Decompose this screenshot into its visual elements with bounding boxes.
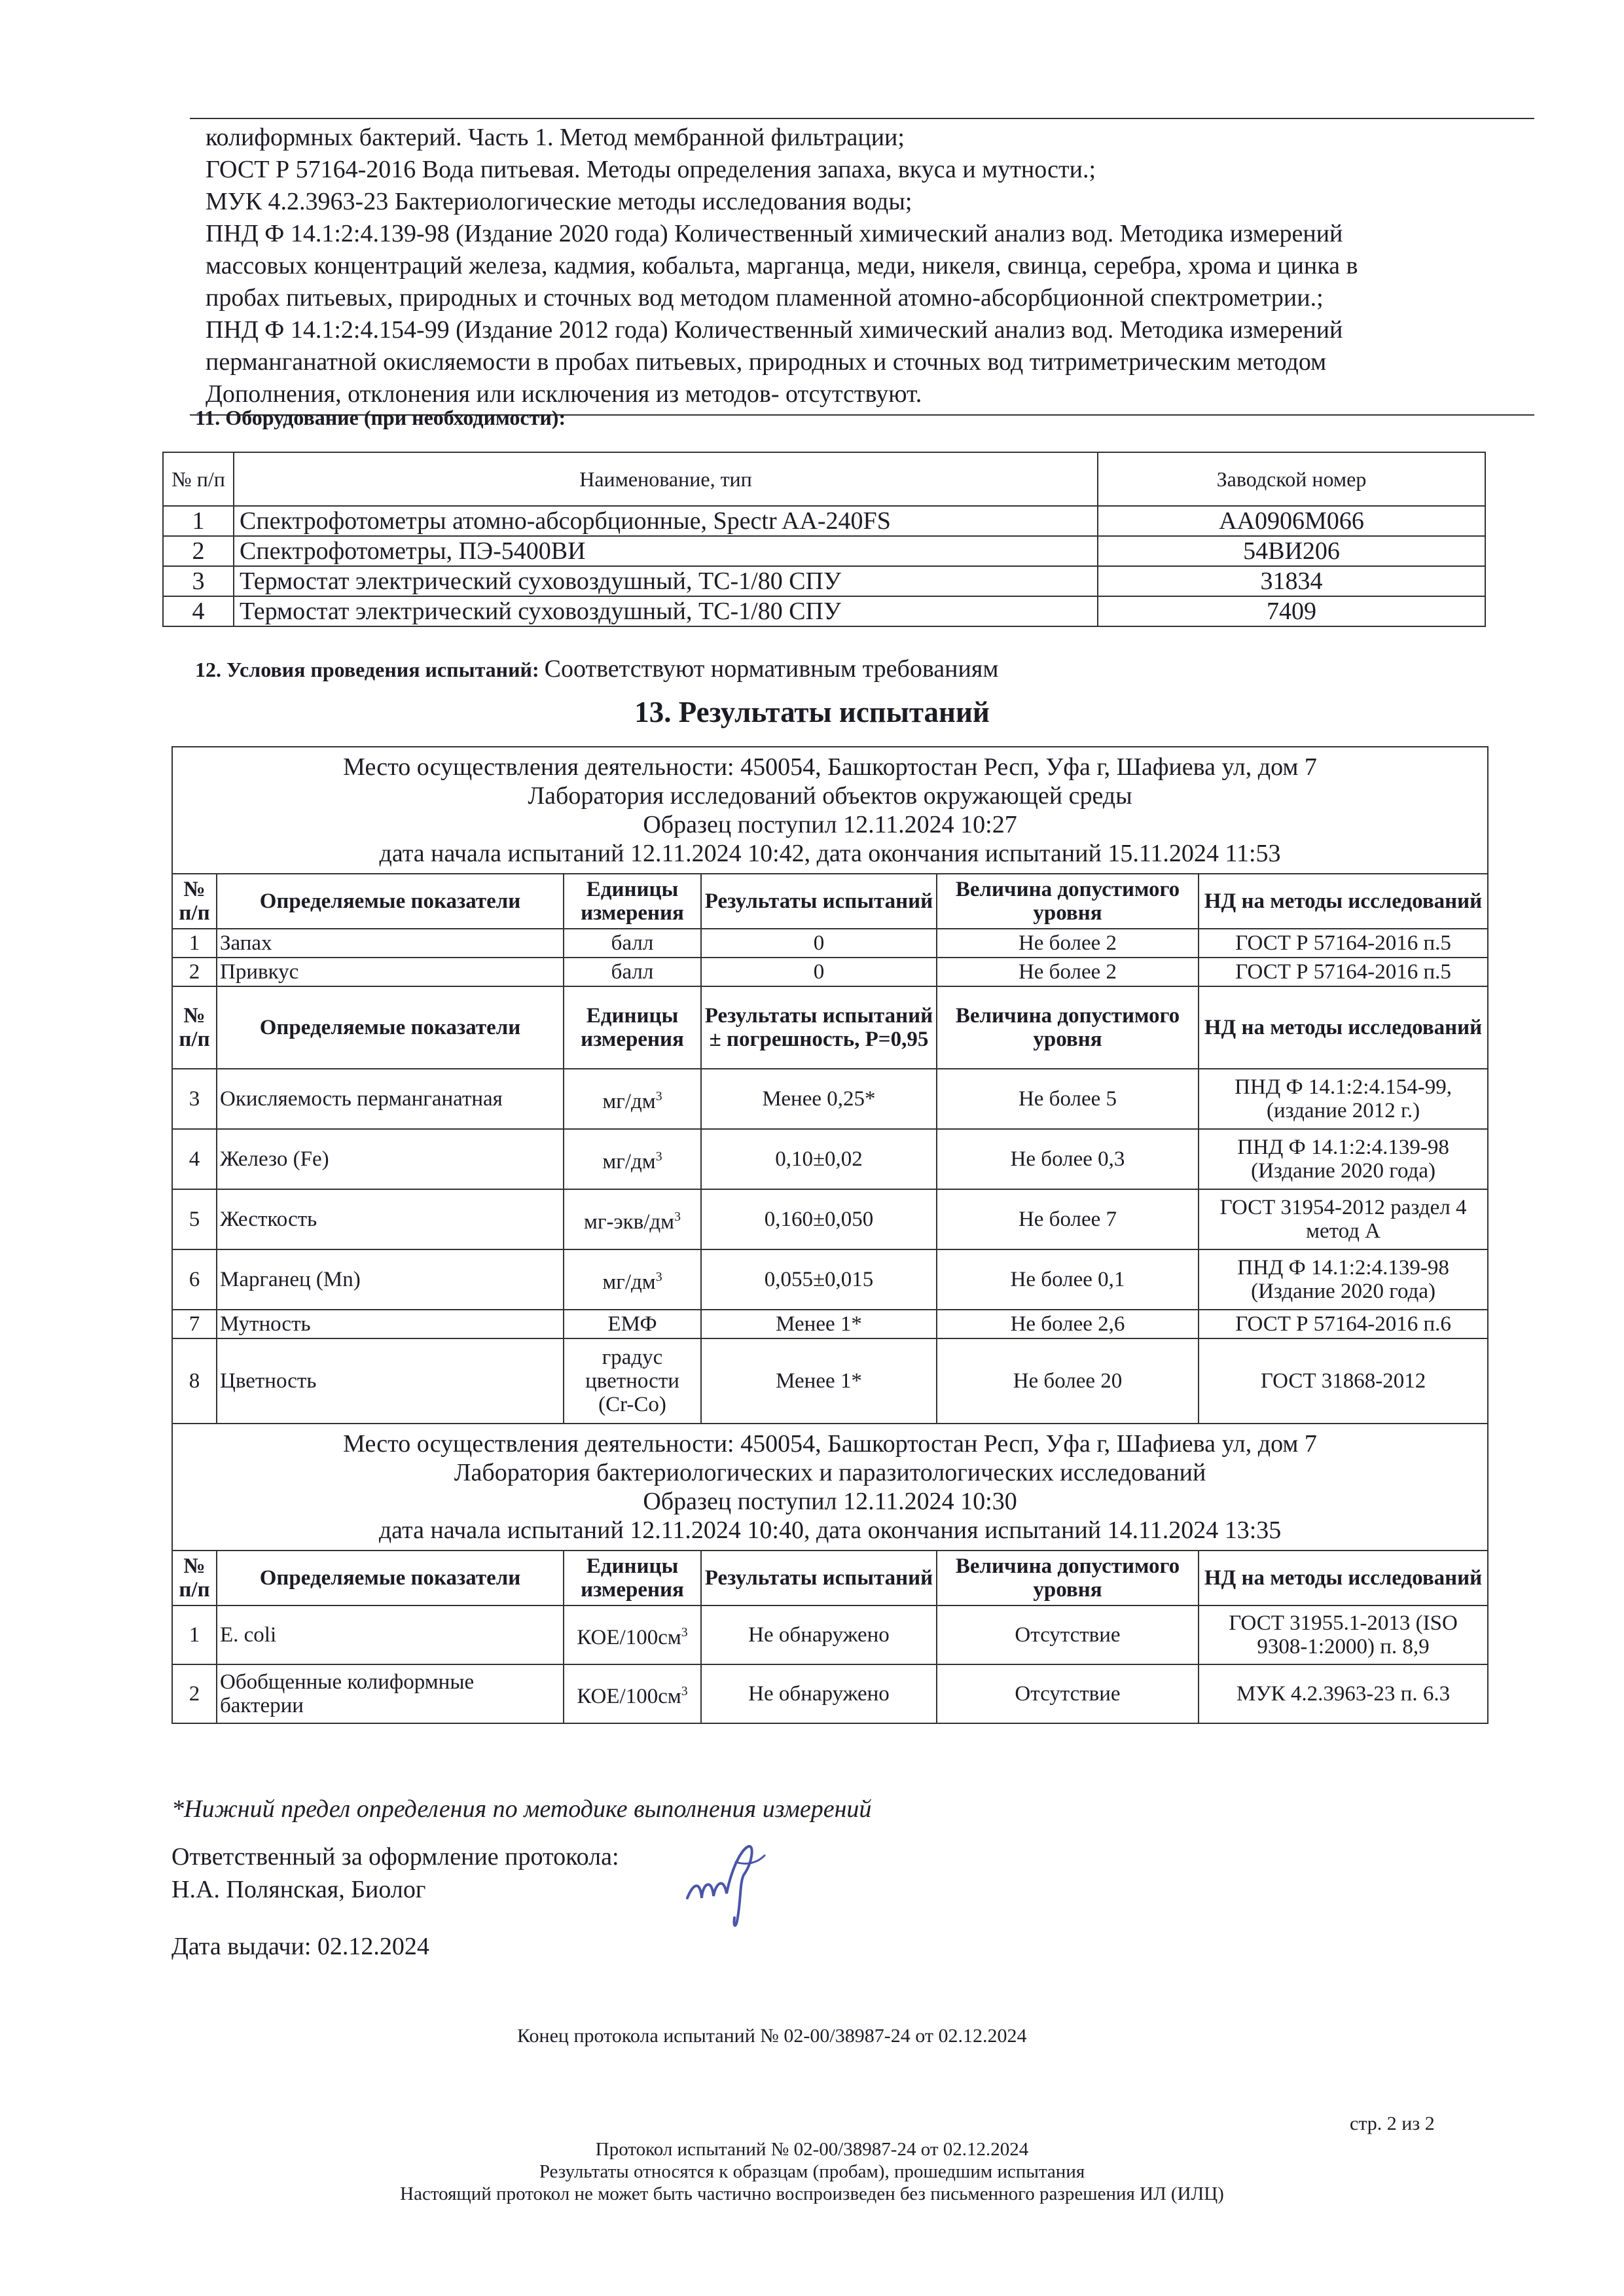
method-line: (издание 2012 г.)	[1267, 1099, 1420, 1122]
end-of-protocol: Конец протокола испытаний № 02-00/38987-24 от 02.12.2024	[517, 2025, 1027, 2047]
row-method	[1199, 1189, 1488, 1249]
method-line: 9308-1:2000) п. 8,9	[1257, 1635, 1430, 1659]
results-table	[171, 746, 1489, 1724]
equipment-row	[163, 596, 1485, 626]
row-indicator: Жесткость	[217, 1189, 564, 1249]
block1-dates: дата начала испытаний 12.11.2024 10:42, дата окончания испытаний 15.11.2024 11:53	[379, 840, 1281, 867]
row-unit: балл	[564, 929, 701, 958]
results-header-row	[172, 986, 1488, 1069]
unit-power: 3	[655, 1149, 662, 1164]
row-num: 1	[172, 1605, 217, 1664]
row-indicator	[217, 1664, 564, 1723]
col-limit-header: Величина допустимого уровня	[937, 986, 1199, 1069]
row-num: 7	[172, 1310, 217, 1338]
row-unit	[564, 1664, 701, 1723]
row-result: 0	[701, 929, 937, 958]
block1-info	[172, 747, 1488, 874]
unit-line: (Cr-Co)	[598, 1393, 666, 1416]
col-num-header: № п/п	[163, 452, 234, 506]
methods-list	[190, 118, 1534, 416]
row-unit: ЕМФ	[564, 1310, 701, 1338]
conditions-line	[195, 655, 998, 683]
col-indicator-header: Определяемые показатели	[217, 874, 564, 929]
col-serial-header: Заводской номер	[1098, 452, 1485, 506]
row-unit: балл	[564, 958, 701, 986]
unit-line: градус	[602, 1346, 663, 1369]
issue-date: Дата выдачи: 02.12.2024	[171, 1933, 429, 1960]
footer-line: Настоящий протокол не может быть частично воспроизведен без письменного разрешения ИЛ (ИЛЦ)	[400, 2183, 1224, 2204]
row-num: 5	[172, 1189, 217, 1249]
table-row	[172, 1249, 1488, 1310]
row-result: 0,160±0,050	[701, 1189, 937, 1249]
unit-power: 3	[655, 1270, 662, 1284]
method-line: ГОСТ 31954-2012 раздел 4	[1219, 1196, 1467, 1219]
row-indicator: Окисляемость перманганатная	[217, 1069, 564, 1129]
row-indicator: Мутность	[217, 1310, 564, 1338]
footer-line: Протокол испытаний № 02-00/38987-24 от 02.12.2024	[595, 2139, 1029, 2160]
row-limit: Не более 0,1	[937, 1249, 1199, 1310]
unit-power: 3	[655, 1089, 662, 1103]
indicator-line: Обобщенные колиформные	[220, 1670, 475, 1694]
row-result: Менее 1*	[701, 1338, 937, 1424]
row-limit: Не более 5	[937, 1069, 1199, 1129]
unit-power: 3	[674, 1210, 681, 1224]
equipment-row	[163, 506, 1485, 536]
block1-received: Образец поступил 12.11.2024 10:27	[643, 811, 1017, 838]
row-result: Не обнаружено	[701, 1664, 937, 1723]
row-indicator: Цветность	[217, 1338, 564, 1424]
col-units-header: Единицы измерения	[564, 986, 701, 1069]
table-row	[172, 1310, 1488, 1338]
table-row	[172, 1069, 1488, 1129]
col-indicator-header: Определяемые показатели	[217, 986, 564, 1069]
row-method	[1199, 1069, 1488, 1129]
col-result-header: Результаты испытаний	[701, 874, 937, 929]
col-indicator-header: Определяемые показатели	[217, 1551, 564, 1605]
results-header-row	[172, 874, 1488, 929]
block2-lab: Лаборатория бактериологических и паразитологических исследований	[454, 1459, 1206, 1486]
equipment-serial: 54ВИ206	[1098, 536, 1485, 566]
col-name-header: Наименование, тип	[234, 452, 1098, 506]
block2-dates: дата начала испытаний 12.11.2024 10:40, дата окончания испытаний 14.11.2024 13:35	[378, 1516, 1282, 1544]
equipment-header-row	[163, 452, 1485, 506]
page-number: стр. 2 из 2	[1350, 2113, 1435, 2134]
methods-line: ГОСТ Р 57164-2016 Вода питьевая. Методы определения запаха, вкуса и мутности.;	[206, 156, 1096, 183]
row-result: Менее 1*	[701, 1310, 937, 1338]
equipment-num: 4	[163, 596, 234, 626]
methods-line: Дополнения, отклонения или исключения из методов- отсутствуют.	[206, 380, 922, 408]
equipment-name: Спектрофотометры атомно-абсорбционные, Spectr AA-240FS	[234, 506, 1098, 536]
row-num: 2	[172, 1664, 217, 1723]
equipment-num: 3	[163, 566, 234, 596]
col-result-err-header: Результаты испытаний ± погрешность, P=0,95	[701, 986, 937, 1069]
indicator-line: бактерии	[220, 1694, 304, 1717]
col-result-header: Результаты испытаний	[701, 1551, 937, 1605]
equipment-row	[163, 566, 1485, 596]
equipment-heading: 11. Оборудование (при необходимости):	[195, 406, 566, 429]
conditions-label: 12. Условия проведения испытаний:	[195, 658, 539, 681]
unit-text: КОЕ/100см	[577, 1626, 681, 1649]
equipment-serial: 7409	[1098, 596, 1485, 626]
methods-line: массовых концентраций железа, кадмия, кобальта, марганца, меди, никеля, свинца, серебра, хрома и цинка в	[206, 252, 1358, 279]
row-num: 6	[172, 1249, 217, 1310]
col-units-header: Единицы измерения	[564, 874, 701, 929]
block1-place: Место осуществления деятельности: 450054, Башкортостан Респ, Уфа г, Шафиева ул, дом 7	[343, 753, 1317, 781]
row-limit: Отсутствие	[937, 1664, 1199, 1723]
col-limit-header: Величина допустимого уровня	[937, 874, 1199, 929]
method-line: ПНД Ф 14.1:2:4.139-98	[1237, 1136, 1449, 1159]
unit-text: мг-экв/дм	[584, 1210, 675, 1234]
row-indicator: Железо (Fe)	[217, 1129, 564, 1189]
row-limit: Не более 2	[937, 958, 1199, 986]
row-limit: Не более 7	[937, 1189, 1199, 1249]
col-method-header: НД на методы исследований	[1199, 986, 1488, 1069]
col-method-header: НД на методы исследований	[1199, 1551, 1488, 1605]
equipment-serial: 31834	[1098, 566, 1485, 596]
equipment-table	[162, 452, 1486, 627]
method-line: ПНД Ф 14.1:2:4.154-99,	[1235, 1075, 1452, 1099]
method-line: метод А	[1306, 1219, 1380, 1243]
responsible-person: Н.А. Полянская, Биолог	[171, 1876, 426, 1903]
equipment-name: Термостат электрический суховоздушный, ТС-1/80 СПУ	[234, 566, 1098, 596]
equipment-name: Термостат электрический суховоздушный, ТС-1/80 СПУ	[234, 596, 1098, 626]
equipment-name: Спектрофотометры, ПЭ-5400ВИ	[234, 536, 1098, 566]
row-method	[1199, 1605, 1488, 1664]
row-unit	[564, 1069, 701, 1129]
row-num: 4	[172, 1129, 217, 1189]
footnote: *Нижний предел определения по методике выполнения измерений	[171, 1795, 872, 1823]
unit-line: цветности	[585, 1369, 679, 1393]
row-num: 3	[172, 1069, 217, 1129]
equipment-row	[163, 536, 1485, 566]
row-limit: Не более 20	[937, 1338, 1199, 1424]
row-indicator: Марганец (Mn)	[217, 1249, 564, 1310]
equipment-num: 2	[163, 536, 234, 566]
block2-received: Образец поступил 12.11.2024 10:30	[643, 1488, 1017, 1515]
row-result: 0,10±0,02	[701, 1129, 937, 1189]
method-line: ПНД Ф 14.1:2:4.139-98	[1237, 1256, 1449, 1280]
row-indicator: Привкус	[217, 958, 564, 986]
signature-image	[681, 1836, 779, 1934]
block2-info	[172, 1424, 1488, 1551]
table-row	[172, 1605, 1488, 1664]
table-row	[172, 929, 1488, 958]
table-row	[172, 958, 1488, 986]
responsible-label: Ответственный за оформление протокола:	[171, 1843, 619, 1871]
unit-text: КОЕ/100см	[577, 1685, 681, 1708]
table-row	[172, 1129, 1488, 1189]
results-header-row	[172, 1551, 1488, 1605]
method-line: (Издание 2020 года)	[1251, 1159, 1435, 1183]
method-line: ГОСТ 31955.1-2013 (ISO	[1229, 1611, 1458, 1635]
row-method	[1199, 1249, 1488, 1310]
row-limit: Не более 2,6	[937, 1310, 1199, 1338]
unit-power: 3	[681, 1625, 688, 1640]
row-method	[1199, 1129, 1488, 1189]
methods-line: ПНД Ф 14.1:2:4.139-98 (Издание 2020 года) Количественный химический анализ вод. Методика измерений	[206, 220, 1343, 247]
indicator-line: E. coli	[220, 1623, 277, 1647]
col-units-header: Единицы измерения	[564, 1551, 701, 1605]
methods-line: колиформных бактерий. Часть 1. Метод мембранной фильтрации;	[206, 124, 905, 151]
equipment-serial: AA0906M066	[1098, 506, 1485, 536]
row-method: ГОСТ Р 57164-2016 п.6	[1199, 1310, 1488, 1338]
method-line: (Издание 2020 года)	[1251, 1280, 1435, 1303]
col-limit-header: Величина допустимого уровня	[937, 1551, 1199, 1605]
row-indicator: Запах	[217, 929, 564, 958]
row-limit: Отсутствие	[937, 1605, 1199, 1664]
row-unit	[564, 1189, 701, 1249]
row-unit	[564, 1605, 701, 1664]
col-num-header: № п/п	[172, 874, 217, 929]
row-result: 0,055±0,015	[701, 1249, 937, 1310]
table-row	[172, 1664, 1488, 1723]
row-unit	[564, 1129, 701, 1189]
equipment-num: 1	[163, 506, 234, 536]
row-num: 1	[172, 929, 217, 958]
row-result: 0	[701, 958, 937, 986]
row-indicator	[217, 1605, 564, 1664]
row-method: ГОСТ 31868-2012	[1199, 1338, 1488, 1424]
row-result: Менее 0,25*	[701, 1069, 937, 1129]
row-num: 8	[172, 1338, 217, 1424]
block1-lab: Лаборатория исследований объектов окружающей среды	[528, 782, 1132, 810]
row-result: Не обнаружено	[701, 1605, 937, 1664]
col-method-header: НД на методы исследований	[1199, 874, 1488, 929]
col-num-header: № п/п	[172, 986, 217, 1069]
row-num: 2	[172, 958, 217, 986]
results-title: 13. Результаты испытаний	[634, 696, 990, 728]
col-num-header: № п/п	[172, 1551, 217, 1605]
table-row	[172, 1338, 1488, 1424]
table-row	[172, 1189, 1488, 1249]
row-unit	[564, 1338, 701, 1424]
unit-text: мг/дм	[602, 1270, 656, 1294]
methods-line: пробах питьевых, природных и сточных вод методом пламенной атомно-абсорбционной спектрометрии.;	[206, 284, 1324, 312]
row-method: МУК 4.2.3963-23 п. 6.3	[1199, 1664, 1488, 1723]
unit-text: мг/дм	[602, 1150, 656, 1174]
methods-line: МУК 4.2.3963-23 Бактериологические методы исследования воды;	[206, 188, 912, 215]
block2-place: Место осуществления деятельности: 450054, Башкортостан Респ, Уфа г, Шафиева ул, дом 7	[343, 1430, 1317, 1458]
methods-line: ПНД Ф 14.1:2:4.154-99 (Издание 2012 года) Количественный химический анализ вод. Методика измерений	[206, 316, 1343, 344]
footer-line: Результаты относятся к образцам (пробам), прошедшим испытания	[539, 2161, 1085, 2182]
unit-text: мг/дм	[602, 1090, 656, 1113]
row-limit: Не более 0,3	[937, 1129, 1199, 1189]
row-method: ГОСТ Р 57164-2016 п.5	[1199, 929, 1488, 958]
methods-line: перманганатной окисляемости в пробах питьевых, природных и сточных вод титриметрическим методом	[206, 348, 1327, 376]
row-unit	[564, 1249, 701, 1310]
row-method: ГОСТ Р 57164-2016 п.5	[1199, 958, 1488, 986]
unit-power: 3	[681, 1684, 688, 1698]
conditions-value: Соответствуют нормативным требованиям	[544, 655, 999, 683]
row-limit: Не более 2	[937, 929, 1199, 958]
